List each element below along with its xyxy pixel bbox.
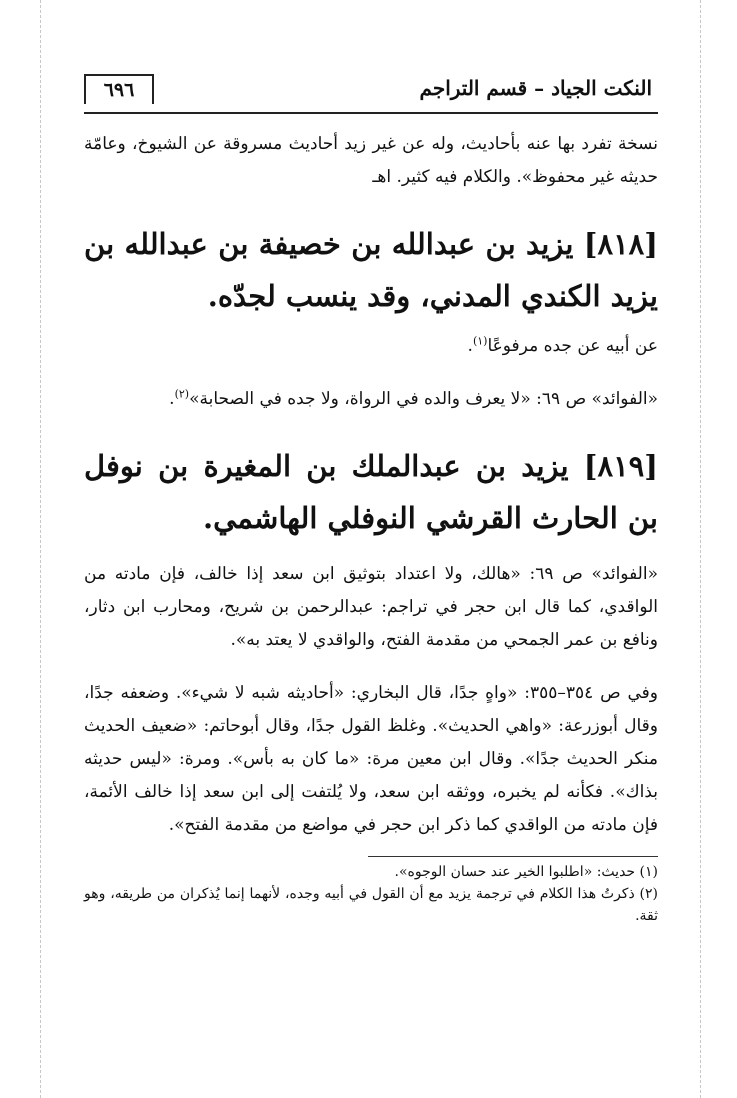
entry-heading-819: [٨١٩] يزيد بن عبدالملك بن المغيرة بن نوفل بن الحارث القرشي النوفلي الهاشمي. [84, 449, 658, 535]
scan-guide-line-right [700, 0, 701, 1098]
paragraph-continued: نسخة تفرد بها عنه بأحاديث، وله عن غير زيد أحاديث مسروقة عن الشيوخ، وعامّة حديثه غير محفوظ». والكلام فيه كثير. اهـ [84, 134, 658, 187]
footnote-2: (٢) ذكرتُ هذا الكلام في ترجمة يزيد مع أن القول في أبيه وجده، لأنهما إنما يُذكران من طريقه، وهو ثقة. [84, 886, 658, 924]
page-number-box: ٦٩٦ [84, 74, 154, 104]
fawaid-818-end: . [169, 389, 175, 409]
fawaid-818-text: «الفوائد» ص ٦٩: «لا يعرف والده في الرواة، ولا جده في الصحابة» [189, 389, 658, 409]
footnote-ref-2: (٢) [174, 387, 190, 401]
paragraph-fawaid-819: «الفوائد» ص ٦٩: «هالك، ولا اعتداد بتوثيق ابن سعد إذا خالف، فإن مادته من الواقدي، كما قال ابن حجر في تراجم: عبدالرحمن بن شريح، ومحارب ابن دثار، ونافع بن عمر الجمحي من مقدمة الفتح، والواقدي لا يعتد به». [84, 564, 658, 650]
hadith-chain-text: عن أبيه عن جده مرفوعًا [487, 336, 658, 356]
footnote-ref-1: (١) [472, 334, 488, 348]
paragraph-hadith-chain [84, 330, 658, 363]
paragraph-page-354: وفي ص ٣٥٤–٣٥٥: «واهٍ جدًا، قال البخاري: «أحاديثه شبه لا شيء». وضعفه جدًا، وقال أبوزرعة: «واهي الحديث». وغلظ القول جدًا، وقال أبوحاتم: «ضعيف الحديث منكر الحديث جدًا». وقال ابن معين مرة: «ما كان به بأس». ومرة: «ليس حديثه بذاك». فكأنه لم يخبره، ووثقه ابن سعد، ولا يُلتفت إلى ابن سعد إذا خالف الأئمة، فإن مادته من الواقدي كما ذكر ابن حجر في مواضع من مقدمة الفتح». [84, 683, 658, 835]
paragraph-fawaid-818 [84, 383, 658, 416]
book-page [84, 70, 658, 927]
footnote-1: (١) حديث: «اطلبوا الخير عند حسان الوجوه». [394, 864, 658, 880]
entry-heading-818: [٨١٨] يزيد بن عبدالله بن خصيفة بن عبدالله بن يزيد الكندي المدني، وقد ينسب لجدّه. [84, 227, 658, 313]
running-title: النكت الجياد – قسم التراجم [419, 76, 652, 100]
footnote-divider [368, 856, 658, 857]
scan-guide-line-left [40, 0, 41, 1098]
hadith-chain-end: . [467, 336, 473, 356]
page-header [84, 70, 658, 114]
